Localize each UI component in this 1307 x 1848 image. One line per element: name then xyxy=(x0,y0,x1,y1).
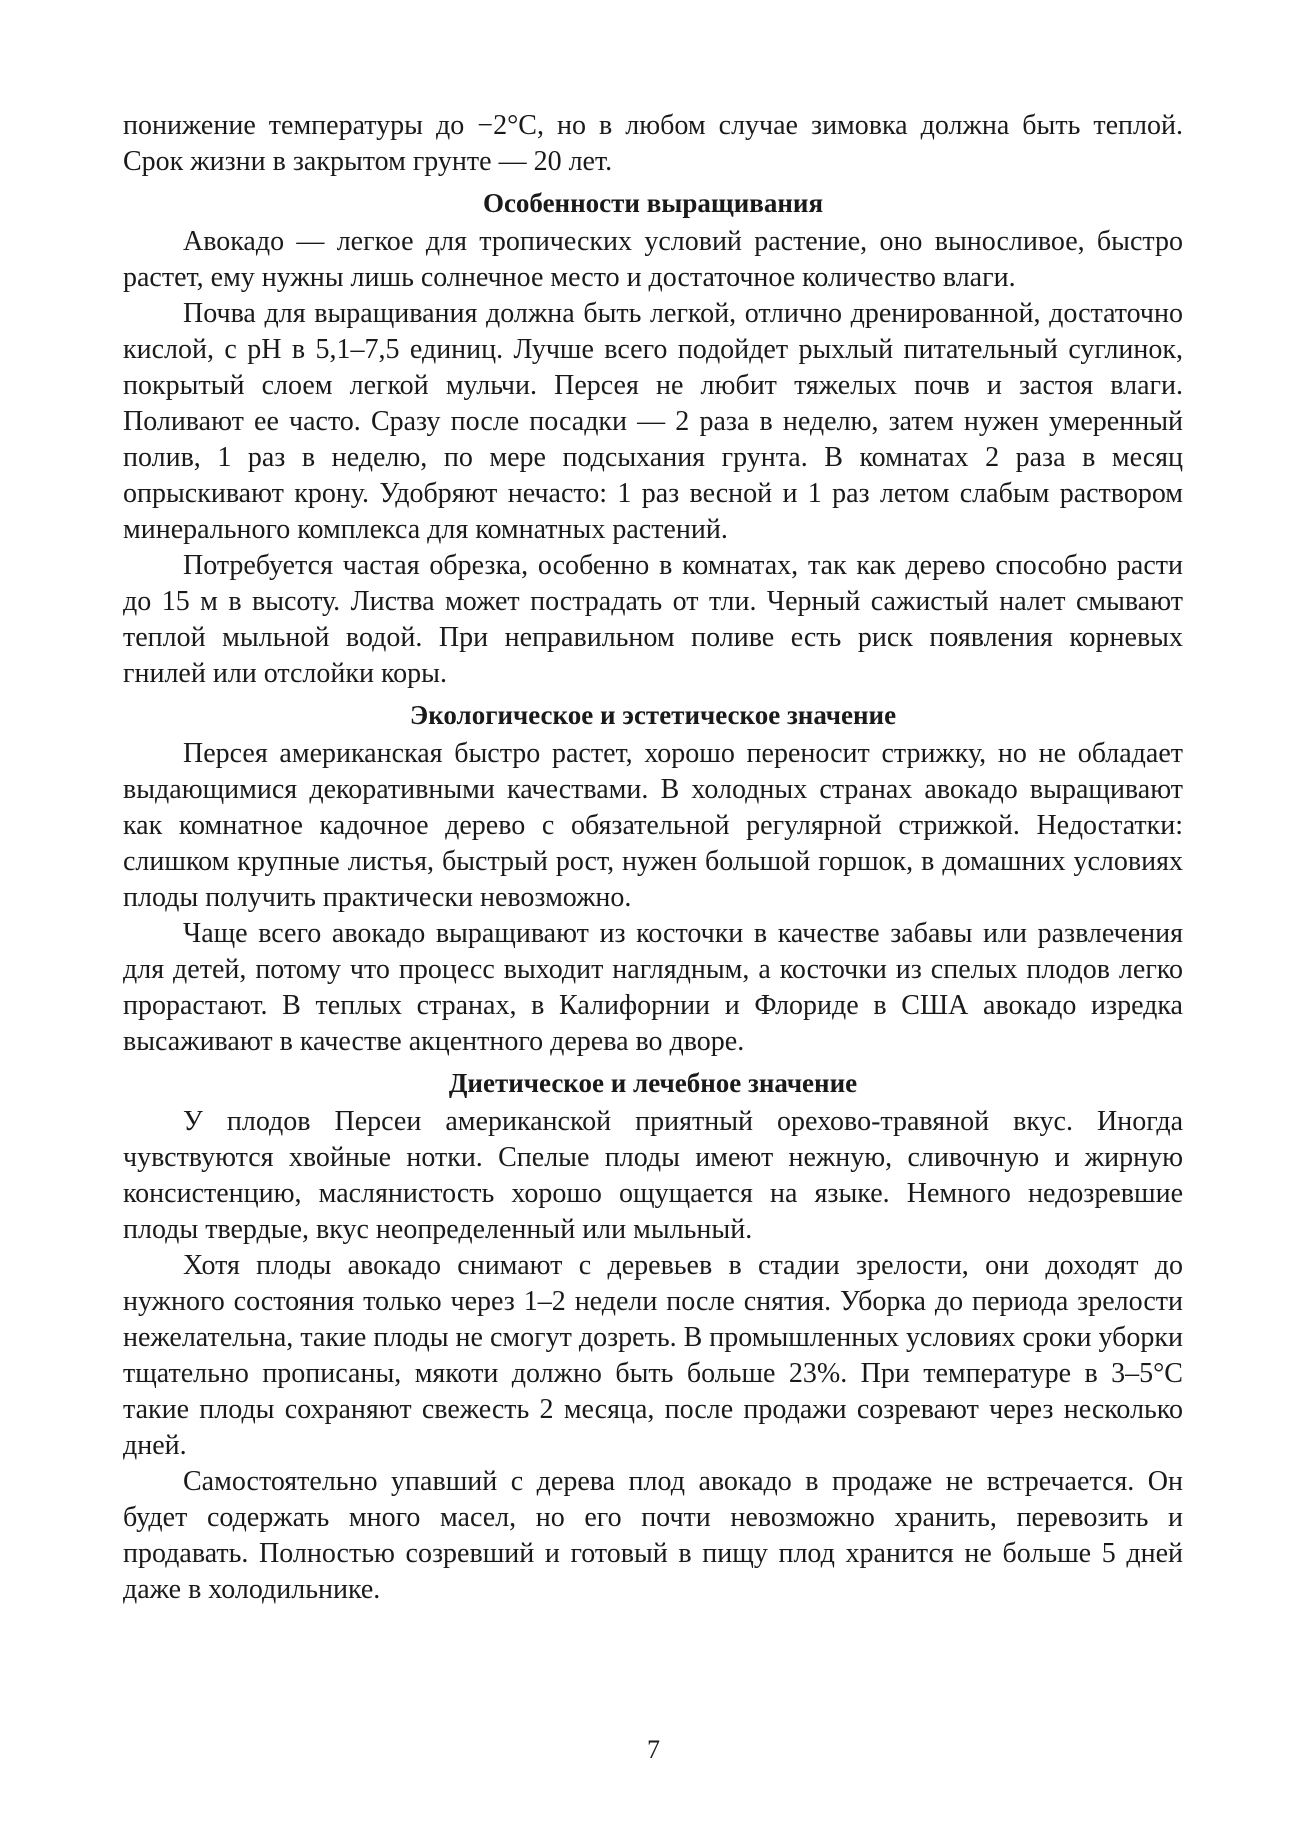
section-heading-ecology: Экологическое и эстетическое значение xyxy=(409,700,897,730)
paragraph-ecology-2: Чаще всего авокадо выращивают из косточки в качестве забавы или развлечения для детей, потому что процесс выходит наглядным, а косточки из спелых плодов легко прорастают. В теплых странах, в Калифорнии и Флориде в США авокадо изредка высаживают в качестве акцентного дерева во дворе. xyxy=(123,918,1183,1057)
page-number: 7 xyxy=(647,1735,660,1764)
section-heading-growing: Особенности выращивания xyxy=(482,188,824,218)
page-body xyxy=(123,108,1183,1608)
paragraph-diet-3: Самостоятельно упавший с дерева плод авокадо в продаже не встречается. Он будет содержать много масел, но его почти невозможно хранить, перевозить и продавать. Полностью созревший и готовый в пищу плод хранится не больше 5 дней даже в холодильнике. xyxy=(123,1466,1183,1605)
section-heading-diet: Диетическое и лечебное значение xyxy=(448,1068,858,1098)
paragraph-ecology-1: Персея американская быстро растет, хорошо переносит стрижку, но не обладает выдающимися декоративными качествами. В холодных странах авокадо выращивают как комнатное кадочное дерево с обязательной регулярной стрижкой. Недостатки: слишком крупные листья, быстрый рост, нужен большой горшок, в домашних условиях плоды получить практически невозможно. xyxy=(123,738,1183,913)
paragraph-diet-2: Хотя плоды авокадо снимают с деревьев в стадии зрелости, они доходят до нужного состояния только через 1–2 недели после снятия. Уборка до периода зрелости нежелательна, такие плоды не смогут дозреть. В промышленных условиях сроки уборки тщательно прописаны, мякоти должно быть больше 23%. При температуре в 3–5°С такие плоды сохраняют свежесть 2 месяца, после продажи созревают через несколько дней. xyxy=(123,1250,1183,1461)
paragraph-diet-1: У плодов Персеи американской приятный орехово-травяной вкус. Иногда чувствуются хвойные нотки. Спелые плоды имеют нежную, сливочную и жирную консистенцию, маслянистость хорошо ощущается на языке. Немного недозревшие плоды твердые, вкус неопределенный или мыльный. xyxy=(123,1106,1183,1245)
paragraph-continuation: понижение температуры до −2°С, но в любом случае зимовка должна быть теплой. Срок жизни в закрытом грунте — 20 лет. xyxy=(123,110,1183,177)
paragraph-growing-2: Почва для выращивания должна быть легкой, отлично дренированной, достаточно кислой, с рН в 5,1–7,5 единиц. Лучше всего подойдет рыхлый питательный суглинок, покрытый слоем легкой мульчи. Персея не любит тяжелых почв и застоя влаги. Поливают ее часто. Сразу после посадки — 2 раза в неделю, затем нужен умеренный полив, 1 раз в неделю, по мере подсыхания грунта. В комнатах 2 раза в месяц опрыскивают крону. Удобряют нечасто: 1 раз весной и 1 раз летом слабым раствором минерального комплекса для комнатных растений. xyxy=(123,298,1183,545)
paragraph-growing-1: Авокадо — легкое для тропических условий растение, оно выносливое, быстро растет, ему нужны лишь солнечное место и достаточное количество влаги. xyxy=(123,226,1183,293)
paragraph-growing-3: Потребуется частая обрезка, особенно в комнатах, так как дерево способно расти до 15 м в высоту. Листва может пострадать от тли. Черный сажистый налет смывают теплой мыльной водой. При неправильном поливе есть риск появления корневых гнилей или отслойки коры. xyxy=(123,550,1183,689)
